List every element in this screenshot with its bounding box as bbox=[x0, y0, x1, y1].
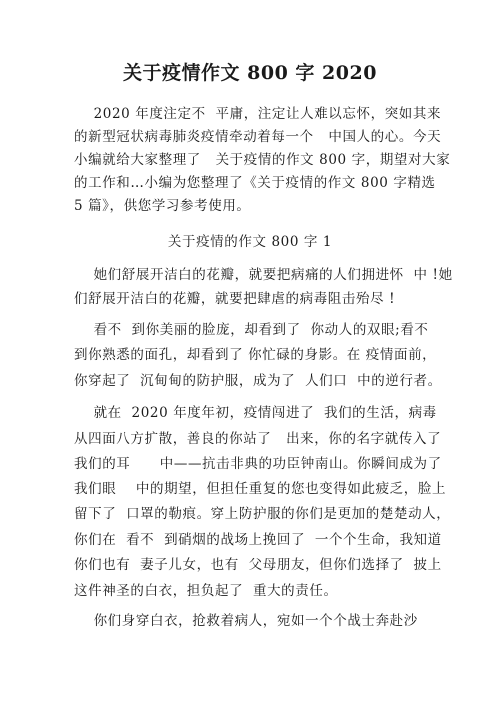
body-line: 们舒展开洁白的花瓣，就要把肆虐的病毒阻击殆尽 ! bbox=[74, 291, 396, 307]
body-line: 就在 2020 年度年初，疫情闯进了 我们的生活，病毒 bbox=[74, 405, 437, 421]
body-line: 我们的耳 中——抗击非典的功臣钟南山。你瞬间成为了 bbox=[74, 456, 442, 472]
body-line: 你穿起了 沉甸甸的防护服，成为了 人们口 中的逆行者。 bbox=[74, 373, 442, 389]
document-title: 关于疫情作文 800 字 2020 bbox=[123, 62, 377, 84]
body-line: 你们也有 妻子儿女，也有 父母朋友，但你们选择了 披上 bbox=[74, 557, 442, 573]
body-line: 到你熟悉的面孔，却看到了 你忙碌的身影。在 疫情面前， bbox=[74, 347, 437, 363]
intro-line: 小编就给大家整理了 关于疫情的作文 800 字，期望对大家 bbox=[74, 152, 451, 168]
intro-line: 的工作和…小编为您整理了《关于疫情的作文 800 字精选 bbox=[74, 175, 436, 191]
body-line: 这件神圣的白衣，担负起了 重大的责任。 bbox=[74, 583, 338, 599]
body-line: 从四面八方扩散，善良的你站了 出来，你的名字就传入了 bbox=[74, 431, 442, 447]
body-line: 留下了 口罩的勒痕。穿上防护服的你们是更加的楚楚动人， bbox=[74, 506, 451, 522]
intro-line: 5 篇》，供您学习参考使用。 bbox=[74, 198, 251, 214]
body-line: 你们在 看不 到硝烟的战场上挽回了 一个个生命，我知道 bbox=[74, 532, 442, 548]
section-heading: 关于疫情的作文 800 字 1 bbox=[167, 234, 333, 250]
body-line: 我们眼 中的期望，但担任重复的您也变得如此疲乏，脸上 bbox=[74, 481, 447, 497]
intro-line: 2020 年度注定不 平庸，注定让人难以忘怀，突如其来 bbox=[74, 106, 442, 122]
intro-line: 的新型冠状病毒肺炎疫情牵动着每一个 中国人的心。今天 bbox=[74, 129, 442, 145]
body-line: 她们舒展开洁白的花瓣，就要把病痛的人们拥进怀 中 !她 bbox=[74, 267, 453, 283]
body-line: 你们身穿白衣，抢救着病人，宛如一个个战士奔赴沙 bbox=[74, 613, 418, 629]
body-line: 看不 到你美丽的脸庞，却看到了 你动人的双眼;看不 bbox=[74, 322, 429, 338]
